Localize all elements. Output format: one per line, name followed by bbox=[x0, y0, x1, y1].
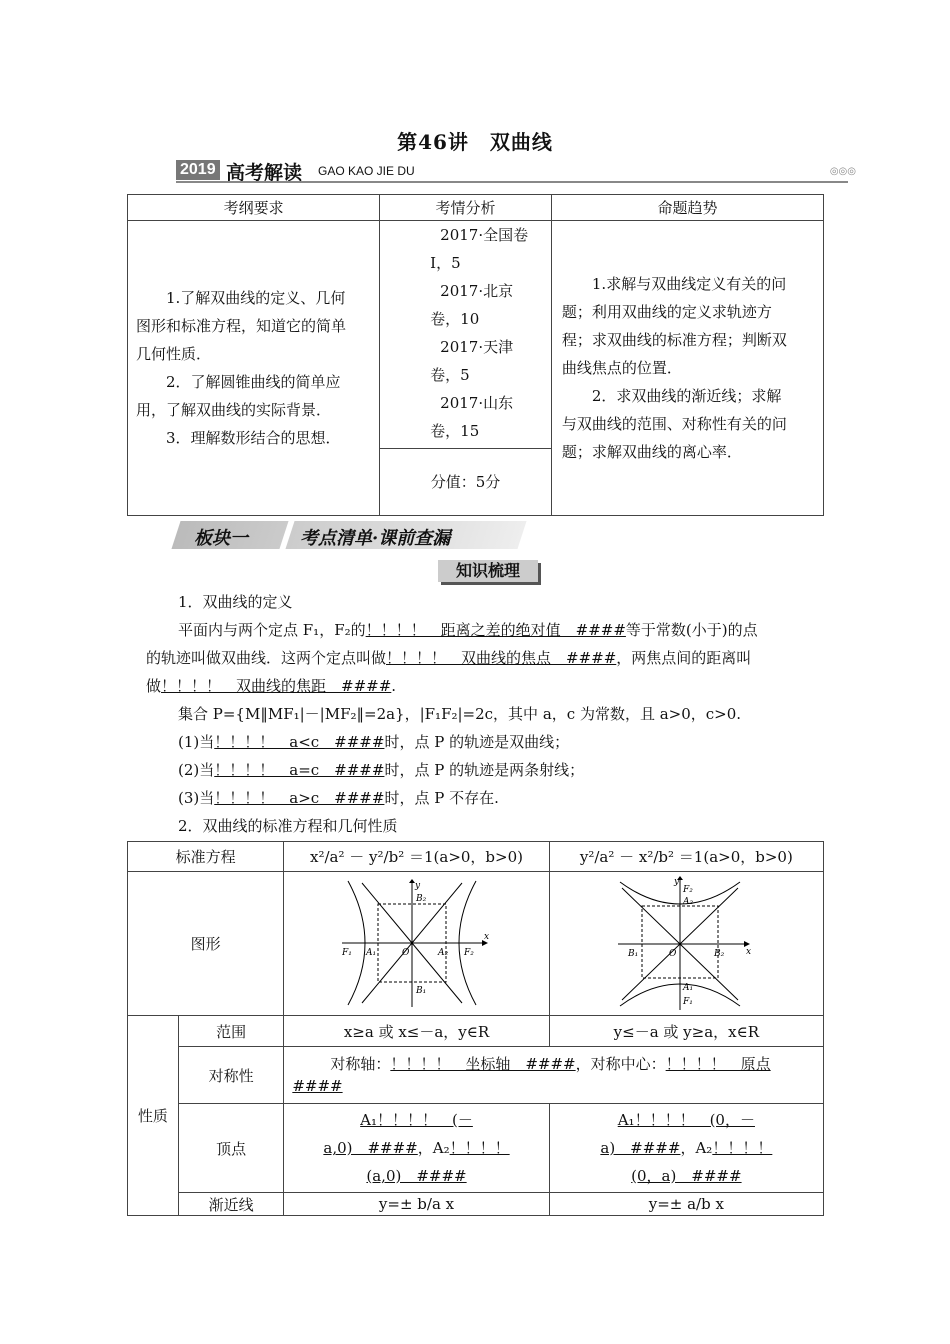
case-2: (2)当！！！！ a=c ####时，点 P 的轨迹是两条射线； bbox=[178, 761, 585, 779]
set-definition: 集合 P={M‖MF₁|－|MF₂‖=2a}，|F₁F₂|=2c，其中 a，c 为常数，且 a>0，c>0. bbox=[178, 705, 742, 723]
banner-dots-icon: ◎◎◎ bbox=[829, 166, 856, 177]
case-1: (1)当！！！！ a<c ####时，点 P 的轨迹是双曲线； bbox=[178, 733, 570, 751]
hyperbola-properties-table bbox=[127, 841, 824, 1216]
heading-properties: 2．双曲线的标准方程和几何性质 bbox=[178, 817, 398, 835]
label-B1: B₁ bbox=[415, 985, 426, 996]
blank-axis: ！！！！ 坐标轴 #### bbox=[390, 1055, 576, 1073]
vertex-x: A₁！！！！ (－ a,0) ####，A₂！！！！ (a,0) #### bbox=[284, 1104, 549, 1193]
label-A1: A₁ bbox=[365, 947, 376, 958]
label-O: O bbox=[401, 947, 409, 958]
hyperbola-y-graph bbox=[616, 876, 756, 1012]
label-A2: A₂ bbox=[683, 896, 694, 907]
label-A2: A₂ bbox=[437, 947, 448, 958]
asymptote-label: 渐近线 bbox=[178, 1193, 284, 1216]
col-header-requirements: 考纲要求 bbox=[128, 195, 380, 221]
analysis-cell: 2017·全国卷 Ⅰ，5 2017·北京 卷，10 2017·天津 卷，5 2017·山东 卷，15 bbox=[380, 221, 552, 449]
blank-case-2: ！！！！ a=c #### bbox=[214, 761, 385, 779]
label-x: x bbox=[746, 946, 752, 957]
banner-rule bbox=[176, 181, 848, 183]
symmetry-value: 对称轴：！！！！ 坐标轴 ####，对称中心：！！！！ 原点 #### bbox=[284, 1047, 824, 1104]
col-header-trend: 命题趋势 bbox=[551, 195, 823, 221]
section-number: 板块一 bbox=[194, 528, 248, 549]
std-eq-label: 标准方程 bbox=[128, 842, 284, 872]
range-y: y≤－a 或 y≥a，x∈R bbox=[549, 1016, 823, 1047]
blank-distance-diff: ！！！！ 距离之差的绝对值 #### bbox=[365, 621, 626, 639]
figure-x-hyperbola bbox=[284, 872, 549, 1016]
figure-y-hyperbola bbox=[549, 872, 823, 1016]
section-title: 考点清单·课前查漏 bbox=[300, 528, 451, 549]
asymptote-x: y=± b/a x bbox=[284, 1193, 549, 1216]
label-x: x bbox=[483, 931, 489, 942]
definition-line-1: 平面内与两个定点 F₁，F₂的！！！！ 距离之差的绝对值 ####等于常数(小于)的点 bbox=[178, 621, 758, 639]
exam-banner bbox=[176, 158, 856, 182]
blank-center: ！！！！ 原点 bbox=[665, 1055, 771, 1073]
label-y: y bbox=[414, 880, 420, 891]
hyperbola-x-graph bbox=[342, 879, 492, 1009]
range-x: x≥a 或 x≤－a，y∈R bbox=[284, 1016, 549, 1047]
col-header-analysis: 考情分析 bbox=[380, 195, 552, 221]
vertex-label: 顶点 bbox=[178, 1104, 284, 1193]
asymptote-y: y=± a/b x bbox=[549, 1193, 823, 1216]
case-3: (3)当！！！！ a>c ####时，点 P 不存在. bbox=[178, 789, 499, 807]
page-title: 第46讲 双曲线 bbox=[397, 130, 553, 154]
properties-label: 性质 bbox=[128, 1016, 179, 1216]
eq-x-axis: x²/a² － y²/b² ＝1(a>0，b>0) bbox=[284, 842, 549, 872]
banner-pinyin: GAO KAO JIE DU bbox=[318, 164, 415, 178]
range-label: 范围 bbox=[178, 1016, 284, 1047]
blank-case-1: ！！！！ a<c #### bbox=[214, 733, 385, 751]
trend-cell: 1.求解与双曲线定义有关的问 题；利用双曲线的定义求轨迹方 程；求双曲线的标准方程；判断双 曲线焦点的位置． 2．求双曲线的渐近线；求解 与双曲线的范围、对称性有关的问 题；求解双曲线的离心率． bbox=[551, 221, 823, 516]
label-B2: B₂ bbox=[415, 893, 426, 904]
requirements-cell: 1.了解双曲线的定义、几何 图形和标准方程，知道它的简单 几何性质． 2．了解圆锥曲线的简单应 用，了解双曲线的实际背景． 3．理解数形结合的思想． bbox=[128, 221, 380, 516]
vertex-y: A₁！！！！ (0，－ a) ####，A₂！！！！ (0，a) #### bbox=[549, 1104, 823, 1193]
label-F2: F₂ bbox=[683, 884, 694, 895]
definition-line-2: 的轨迹叫做双曲线．这两个定点叫做！！！！ 双曲线的焦点 ####，两焦点间的距离叫 bbox=[146, 649, 752, 667]
banner-year: 2019 bbox=[176, 160, 220, 180]
eq-y-axis: y²/a² － x²/b² ＝1(a>0，b>0) bbox=[549, 842, 823, 872]
figure-label: 图形 bbox=[128, 872, 284, 1016]
exam-analysis-table bbox=[127, 194, 824, 516]
label-A1: A₁ bbox=[683, 982, 694, 993]
blank-foci: ！！！！ 双曲线的焦点 #### bbox=[386, 649, 617, 667]
label-F2: F₂ bbox=[463, 947, 474, 958]
label-O: O bbox=[669, 948, 677, 959]
label-F1: F₁ bbox=[341, 947, 352, 958]
definition-line-3: 做！！！！ 双曲线的焦距 ####. bbox=[146, 677, 397, 695]
knowledge-badge: 知识梳理 bbox=[438, 560, 538, 582]
heading-definition: 1．双曲线的定义 bbox=[178, 593, 293, 611]
label-B1: B₁ bbox=[628, 948, 639, 959]
banner-title: 高考解读 bbox=[226, 163, 303, 184]
blank-focal-distance: ！！！！ 双曲线的焦距 #### bbox=[161, 677, 392, 695]
label-B2: B₂ bbox=[714, 948, 725, 959]
symmetry-label: 对称性 bbox=[178, 1047, 284, 1104]
score-cell: 分值：5分 bbox=[380, 448, 552, 515]
label-y: y bbox=[674, 876, 680, 887]
blank-case-3: ！！！！ a>c #### bbox=[214, 789, 385, 807]
label-F1: F₁ bbox=[683, 996, 694, 1007]
